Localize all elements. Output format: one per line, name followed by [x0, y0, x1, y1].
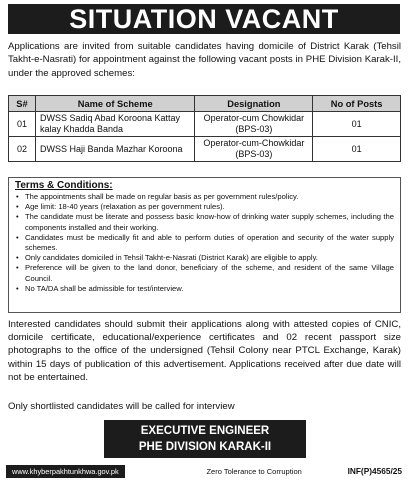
application-instructions: Interested candidates should submit their applications along with attested copies of CNIC, domicile certificate, educational/experience certificates and 02 recent passport size photographs to the office of the undersigned (Tehsil Colony near PTCL Exchange, Karak) within 15 days of publication of this advertisement. Applications received after due date will not be entertained.	[8, 319, 401, 383]
footer	[0, 461, 408, 481]
term-item: • The appointments shall be made on regular basis as per government rules/policy.	[15, 192, 394, 202]
table-header-row	[9, 96, 401, 112]
cell-sno: 01	[9, 112, 36, 137]
website-link[interactable]: www.khyberpakhtunkhwa.gov.pk	[6, 465, 125, 478]
column-header-scheme: Name of Scheme	[35, 96, 195, 112]
footer-motto: Zero Tolerance to Corruption	[206, 466, 302, 476]
terms-and-conditions	[8, 177, 401, 313]
shortlist-note: Only shortlisted candidates will be called for interview	[8, 401, 235, 412]
cell-designation: Operator-cum-Chowkidar (BPS-03)	[195, 137, 313, 162]
cell-scheme: DWSS Sadiq Abad Koroona Kattay kalay Khadda Banda	[35, 112, 195, 137]
column-header-designation: Designation	[195, 96, 313, 112]
intro-paragraph: Applications are invited from suitable candidates having domicile of District Karak (Tehsil Takht-e-Nasrati) for appointment against the following vacant posts in PHE Division Karak-II, under the approved schemes:	[8, 41, 401, 79]
page-title: SITUATION VACANT	[69, 3, 339, 34]
terms-title: Terms & Conditions:	[15, 180, 113, 191]
table-row	[9, 112, 401, 137]
terms-list	[15, 192, 394, 294]
cell-posts: 01	[313, 137, 401, 162]
signatory-office: PHE DIVISION KARAK-II	[138, 441, 272, 453]
cell-designation: Operator-cum Chowkidar (BPS-03)	[195, 112, 313, 137]
term-item: • Age limit: 18-40 years (relaxation as per government rules).	[15, 202, 394, 212]
table-row	[9, 137, 401, 162]
term-item: • Candidates must be medically fit and able to perform duties of operation and security of the water supply schemes.	[15, 233, 394, 253]
cell-scheme: DWSS Haji Banda Mazhar Koroona	[35, 137, 195, 162]
column-header-posts: No of Posts	[313, 96, 401, 112]
signature-block	[104, 420, 306, 458]
term-item: • Preference will be given to the land donor, beneficiary of the scheme, and resident of the same Village Council.	[15, 263, 394, 283]
signatory-title: EXECUTIVE ENGINEER	[140, 425, 270, 437]
title-banner	[8, 4, 400, 34]
term-item: • No TA/DA shall be admissible for test/interview.	[15, 284, 394, 294]
term-item: • The candidate must be literate and possess basic know-how of drinking water supply schemes, including the components installed and their working.	[15, 212, 394, 232]
term-item: • Only candidates domiciled in Tehsil Takht-e-Nasrati (District Karak) are eligible to apply.	[15, 253, 394, 263]
vacancy-table	[8, 95, 401, 162]
cell-posts: 01	[313, 112, 401, 137]
advertisement-code: INF(P)4565/25	[347, 466, 402, 476]
column-header-sno: S#	[9, 96, 36, 112]
cell-sno: 02	[9, 137, 36, 162]
